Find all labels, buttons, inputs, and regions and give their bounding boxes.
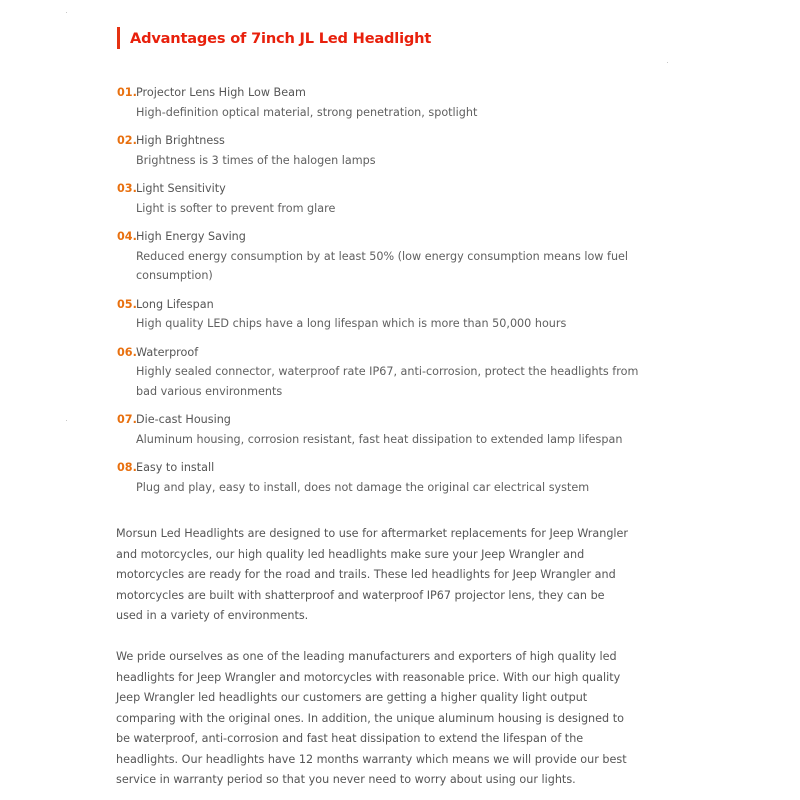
feature-number: 05. <box>117 297 137 311</box>
heading-title: Advantages of 7inch JL Led Headlight <box>130 29 432 47</box>
feature-body <box>136 295 647 334</box>
feature-number-col <box>117 131 136 170</box>
feature-body <box>136 83 647 122</box>
feature-title: Projector Lens High Low Beam <box>136 86 306 99</box>
feature-number-col <box>117 410 136 449</box>
feature-number: 04. <box>117 230 137 243</box>
feature-title: Die-cast Housing <box>136 413 231 426</box>
feature-description: Light is softer to prevent from glare <box>136 201 336 215</box>
feature-description: High-definition optical material, strong penetration, spotlight <box>136 105 478 119</box>
features-list <box>117 83 647 506</box>
feature-description: Plug and play, easy to install, does not damage the original car electrical system <box>136 480 590 494</box>
feature-body <box>136 343 647 402</box>
feature-number-col <box>117 343 136 402</box>
feature-description: Aluminum housing, corrosion resistant, fast heat dissipation to extended lamp lifespan <box>136 432 623 446</box>
feature-number-col <box>117 83 136 122</box>
feature-number: 06. <box>117 345 137 359</box>
feature-description: High quality LED chips have a long lifespan which is more than 50,000 hours <box>136 317 567 330</box>
feature-item-05 <box>117 295 647 334</box>
feature-description: Reduced energy consumption by at least 50% (low energy consumption means low fuel consumption) <box>136 249 629 282</box>
feature-body <box>136 131 647 170</box>
section-heading <box>117 27 431 49</box>
feature-number: 03. <box>117 182 137 195</box>
feature-item-03 <box>117 179 647 218</box>
feature-body <box>136 179 647 218</box>
feature-description: Brightness is 3 times of the halogen lamps <box>136 153 376 167</box>
feature-number: 08. <box>117 461 137 474</box>
feature-item-01 <box>117 83 647 122</box>
feature-description: Highly sealed connector, waterproof rate IP67, anti-corrosion, protect the headlights from bad various environments <box>136 365 639 398</box>
feature-title: High Energy Saving <box>136 230 246 243</box>
feature-body <box>136 227 647 286</box>
intro-paragraph: Morsun Led Headlights are designed to use for aftermarket replacements for Jeep Wrangler and motorcycles, our high quality led headlights make sure your Jeep Wrangler and motorcycles are ready for the road and trails. These led headlights for Jeep Wrangler and motorcycles are built with shatterproof and waterproof IP67 projector lens, they can be used in a variety of environments. <box>116 527 629 622</box>
feature-number: 07. <box>117 413 137 426</box>
feature-item-04 <box>117 227 647 286</box>
feature-title: Long Lifespan <box>136 297 214 311</box>
speck-mark <box>66 420 67 421</box>
feature-number-col <box>117 295 136 334</box>
feature-item-06 <box>117 343 647 402</box>
feature-item-07 <box>117 410 647 449</box>
feature-body <box>136 410 647 449</box>
feature-title: High Brightness <box>136 134 225 147</box>
feature-title: Easy to install <box>136 461 215 474</box>
feature-number-col <box>117 227 136 286</box>
company-paragraph: We pride ourselves as one of the leading manufacturers and exporters of high quality led headlights for Jeep Wrangler and motorcycles with reasonable price. With our high quality Jeep Wrangler led headlights our customers are getting a higher quality light output comparing with the original ones. In addition, the unique aluminum housing is designed to be waterproof, anti-corrosion and fast heat dissipation to extend the lifespan of the headlights. Our headlights have 12 months warranty which means we will provide our best service in warranty period so that you never need to worry about using our lights. <box>116 650 627 786</box>
feature-number: 02. <box>117 134 137 147</box>
feature-item-02 <box>117 131 647 170</box>
feature-number-col <box>117 458 136 497</box>
heading-accent-bar <box>117 27 120 49</box>
feature-title: Light Sensitivity <box>136 182 226 195</box>
feature-item-08 <box>117 458 647 497</box>
feature-number-col <box>117 179 136 218</box>
speck-mark <box>66 12 67 13</box>
speck-mark <box>667 62 668 63</box>
feature-number: 01. <box>117 86 137 99</box>
feature-title: Waterproof <box>136 345 199 359</box>
feature-body <box>136 458 647 497</box>
